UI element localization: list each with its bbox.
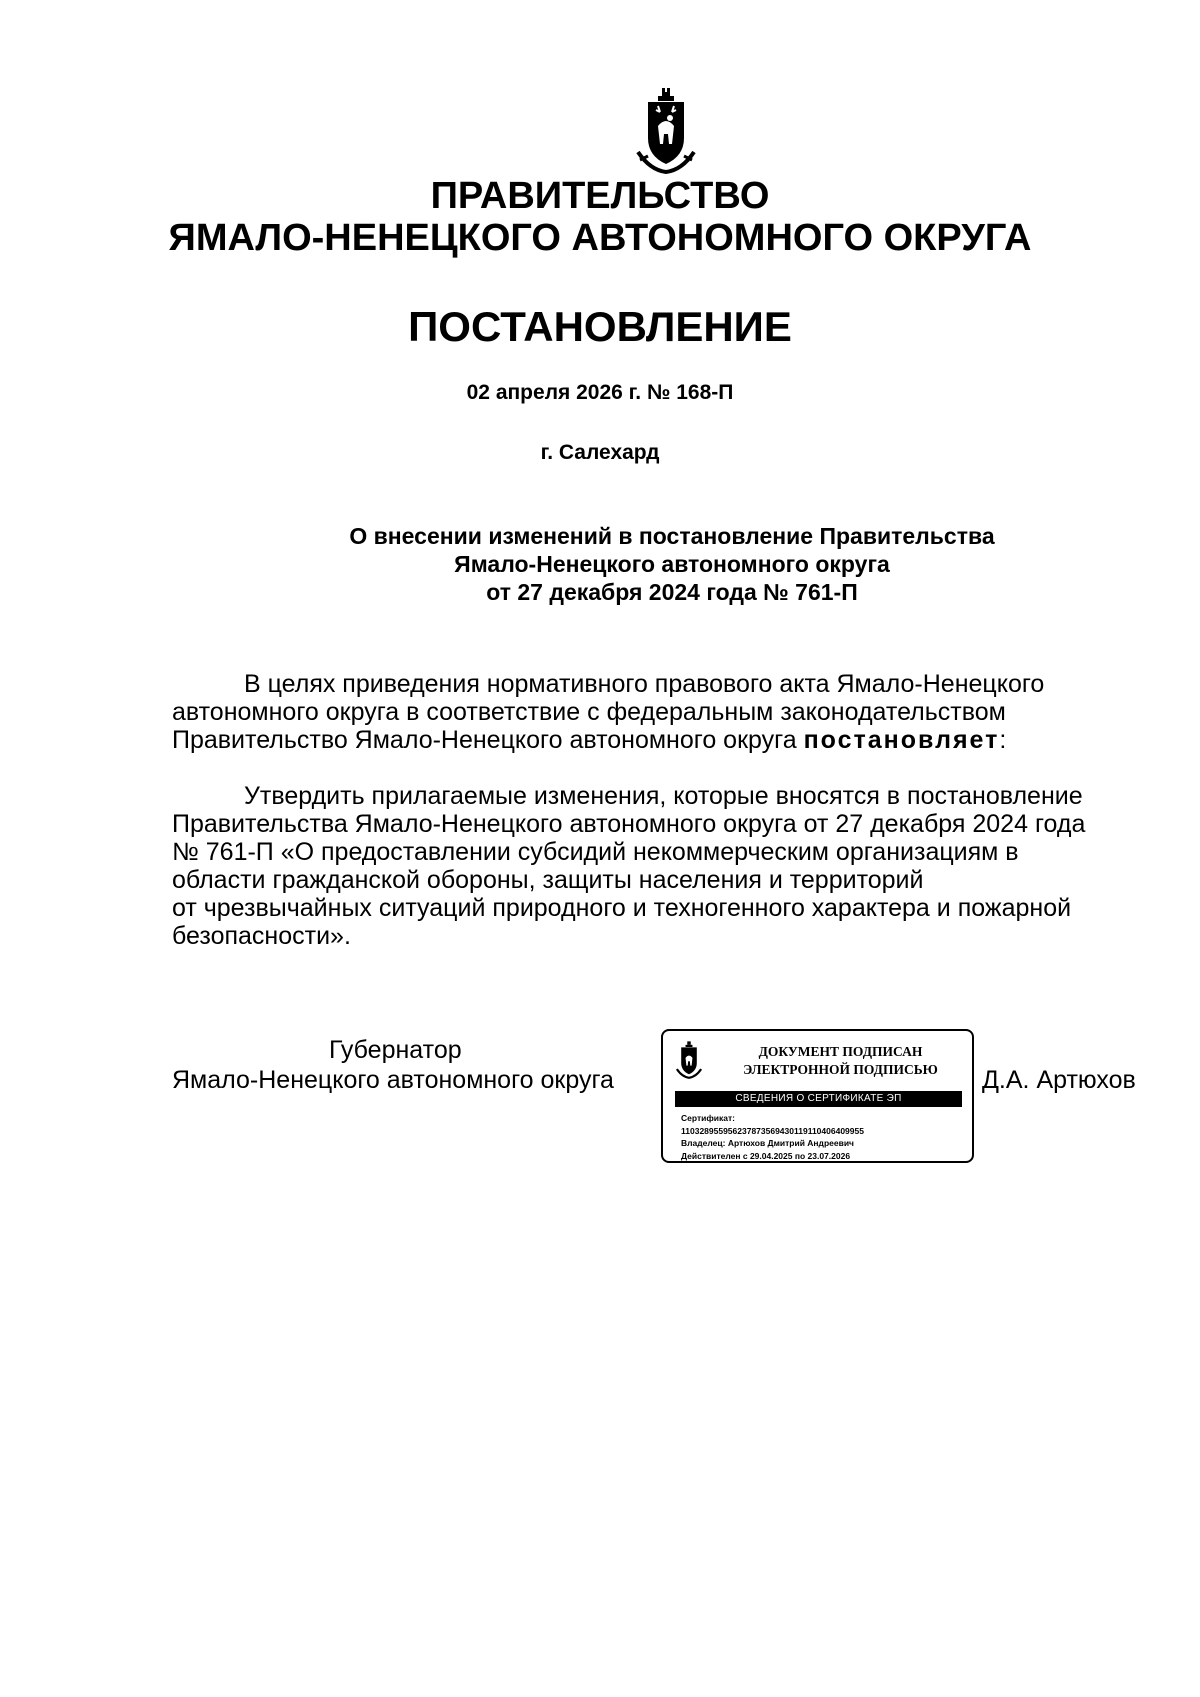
subject-line: Ямало-Ненецкого автономного округа — [454, 551, 890, 577]
document-type: ПОСТАНОВЛЕНИЕ — [408, 303, 792, 350]
city: г. Салехард — [540, 441, 660, 464]
subject-heading — [172, 522, 1172, 606]
electronic-signature-stamp — [661, 1029, 974, 1163]
preamble-line: Правительство Ямало-Ненецкого автономного округа постановляет: — [172, 726, 1007, 754]
stamp-certificate-info — [681, 1112, 864, 1162]
subject-line: О внесении изменений в постановление Правительства — [349, 523, 995, 549]
resolution-line: № 761-П «О предоставлении субсидий некоммерческим организациям в — [172, 838, 1019, 866]
cert-owner: Владелец: Артюхов Дмитрий Андреевич — [681, 1138, 854, 1148]
cert-label: Сертификат: — [681, 1113, 735, 1123]
preamble-line: В целях приведения нормативного правового акта Ямало-Ненецкого — [244, 670, 1045, 698]
resolution-line: Правительства Ямало-Ненецкого автономного округа от 27 декабря 2024 года — [172, 810, 1086, 838]
preamble-line: автономного округа в соответствие с федеральным законодательством — [172, 698, 1006, 726]
resolution-line: от чрезвычайных ситуаций природного и техногенного характера и пожарной — [172, 894, 1072, 922]
signatory-org: Ямало-Ненецкого автономного округа — [172, 1066, 614, 1094]
paragraph-preamble — [172, 670, 1144, 754]
signatory-name: Д.А. Артюхов — [982, 1066, 1136, 1094]
stamp-certificate-bar: СВЕДЕНИЯ О СЕРТИФИКАТЕ ЭП — [675, 1091, 962, 1107]
signatory-role: Губернатор — [329, 1036, 462, 1064]
org-title-line1: ПРАВИТЕЛЬСТВО — [430, 175, 770, 217]
subject-line: от 27 декабря 2024 года № 761-П — [486, 579, 858, 605]
org-title-line2: ЯМАЛО-НЕНЕЦКОГО АВТОНОМНОГО ОКРУГА — [168, 217, 1032, 259]
resolves-keyword: постановляет — [803, 726, 1000, 754]
coat-of-arms-icon — [676, 1039, 702, 1081]
resolution-line: Утвердить прилагаемые изменения, которые вносятся в постановление — [244, 782, 1083, 810]
resolution-line: безопасности». — [172, 922, 351, 950]
cert-validity: Действителен с 29.04.2025 по 23.07.2026 — [681, 1150, 851, 1161]
stamp-title: ДОКУМЕНТ ПОДПИСАН ЭЛЕКТРОННОЙ ПОДПИСЬЮ — [743, 1044, 938, 1077]
signatory-title — [172, 1035, 614, 1095]
resolution-line: области гражданской обороны, защиты населения и территорий — [172, 866, 924, 894]
coat-of-arms-icon — [636, 86, 696, 176]
paragraph-resolution — [172, 782, 1144, 950]
date-number: 02 апреля 2026 г. № 168-П — [466, 381, 734, 404]
cert-number: 110328955956237873569430119110406409955 — [681, 1125, 864, 1136]
